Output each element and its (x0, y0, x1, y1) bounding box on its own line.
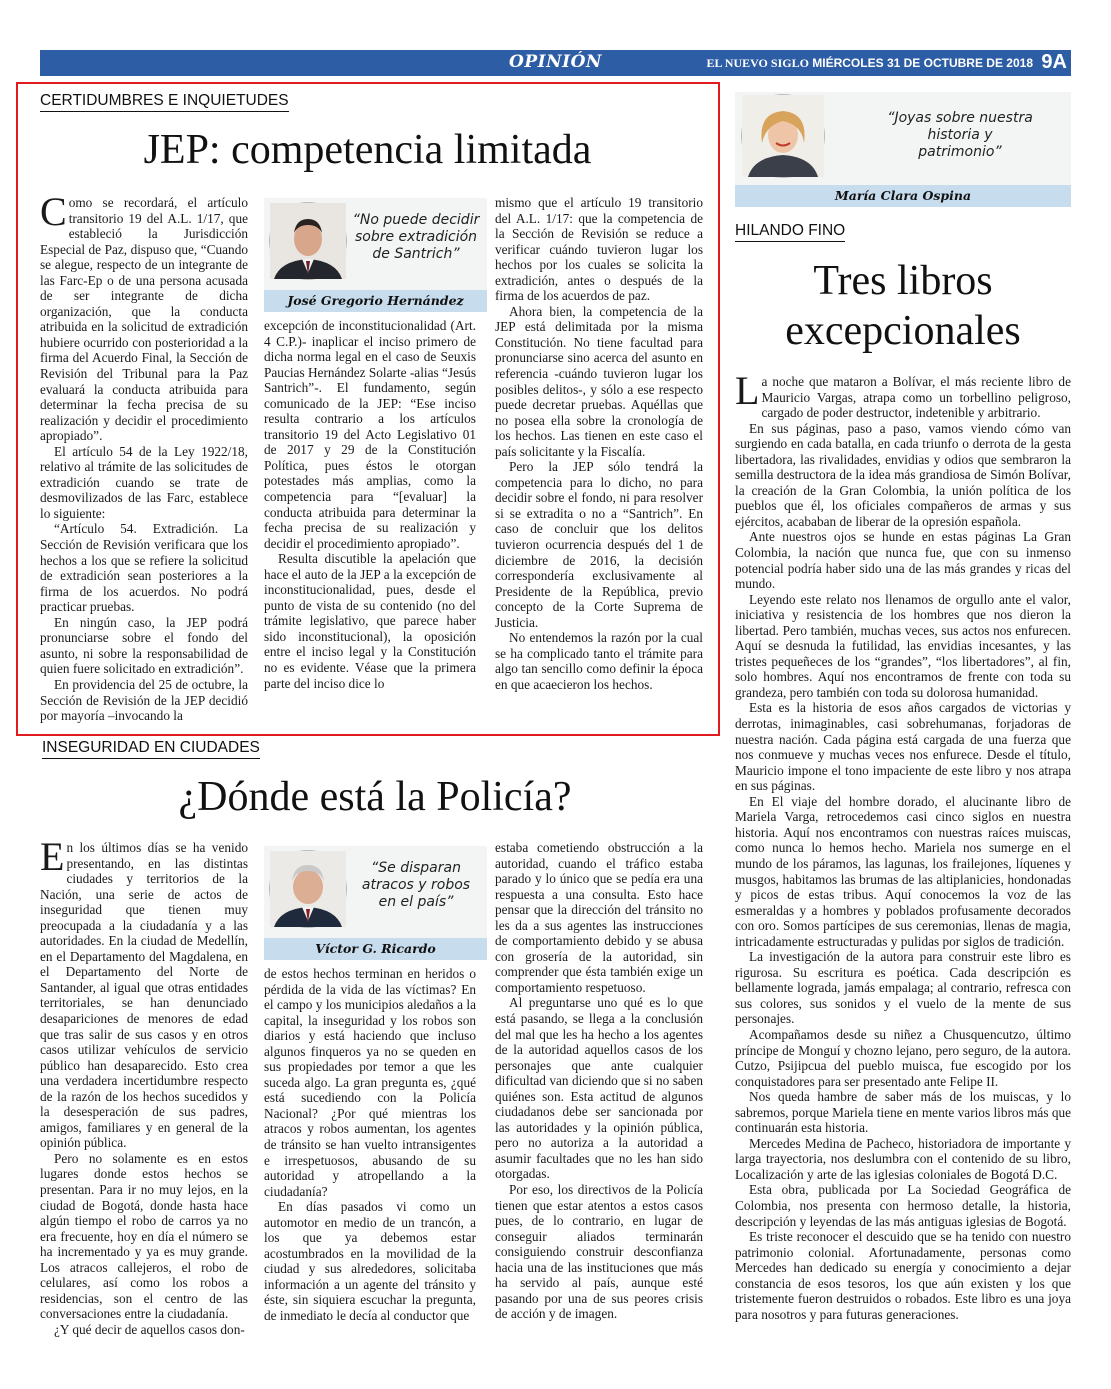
paragraph: Esta obra, publicada por La Sociedad Geográfica de Colombia, nos presenta con hermoso detalle, la historia, descripción y leyendas de las más antiguas iglesias de Bogotá. (735, 1182, 1071, 1229)
author-photo (269, 850, 347, 928)
paragraph: En sus páginas, paso a paso, vamos viendo cómo van surgiendo en cada batalla, en cada triunfo o derrota de la gesta libertadora, las rivalidades, envidias y odios que sembraron la semilla destructora de la idea más grandiosa de Simón Bolívar, la creación de la Gran Colombia, la unión política de los pueblos que él, los oficiales compañeros de armas y sus ejércitos, acababan de liberar de la opresión española. (735, 420, 1071, 529)
paragraph: a noche que mataron a Bolívar, el más reciente libro de Mauricio Vargas, atrapa como un torbellino peligroso, cargado de poder destructor, indetenible y arbitrario. (761, 374, 1071, 421)
paragraph: Esta es la historia de esos años cargados de victorias y derrotas, inimaginables, casi sobrehumanas, forjadoras de nuestra nación. Cada página está cargada de una fuerza que nos conmueve y muchas veces nos enfurece. Desde el título, Mauricio impone el tono impaciente de este libro y nos atrapa en sus páginas. (735, 700, 1071, 794)
author-box (264, 198, 487, 312)
paragraph: ¿Y qué decir de aquellos casos don- (54, 1321, 245, 1337)
section-title: OPINIÓN (509, 52, 602, 72)
paragraph: Nos queda hambre de saber más de los muiscas, y lo sabremos, porque Mariela tiene en mente varios libros más que continuarán esta historia. (735, 1089, 1072, 1136)
article3-title (735, 256, 1071, 356)
dropcap: E (40, 834, 65, 879)
author-name: Víctor G. Ricardo (264, 938, 487, 960)
dropcap: C (40, 189, 67, 234)
paragraph: estaba cometiendo obstrucción a la autoridad, cuando el tráfico estaba parado y lo único que se pedía era una respuesta a una consulta. Esto hace pensar que la dirección del tránsito no les da a sus agentes las instrucciones de comportamiento debido y se abusa con grosería de la autoridad, sin comprender que ésta también exige un comportamiento respetuoso. (495, 840, 703, 995)
paragraph: La investigación de la autora para construir este libro es rigurosa. Su escritura es poética. Cada descripción es bellamente lograda, jamás empalaga; al contrario, refresca con sus colores, sus sonidos y el vuelo de la mente de sus personajes. (735, 949, 1071, 1027)
pull-quote: “Se disparan atracos y robos en el país” (361, 860, 471, 910)
pull-quote: “Joyas sobre nuestra historia y patrimonio” (887, 110, 1033, 160)
paragraph: Es triste reconocer el descuido que se ha tenido con nuestro patrimonio colonial. Afortunadamente, personas como Mercedes han dedicado su energía y conocimiento a dejar constancia de esos tesoros, los que aún existen y los que tristemente fueron destruidos o robados. Este libro es una joya para nosotros y para futuras generaciones. (735, 1229, 1071, 1322)
paragraph: mismo que el artículo 19 transitorio del A.L. 1/17: que la competencia de la Sección de Revisión se reduce a verificar cuándo tuvieron lugar los hechos por los cuales se solicita la extradición, antes o después de la firma de los acuerdos de paz. (495, 195, 703, 304)
paragraph: Pero la JEP sólo tendrá la competencia para lo dicho, no para decidir sobre el fondo, ni para resolver si se extradita o no a “Santrich”. En caso de concluir que los delitos tuvieron ocurrencia después del 1 de diciembre de 2016, la decisión correspondería exclusivamente al Presidente de la República, previo concepto de la Corte Suprema de Justicia. (495, 459, 703, 630)
paragraph: omo se recordará, el artículo transitorio 19 del A.L. 1/17, que estableció la Jurisdicción Especial de Paz, dispuso que, “Cuando se alegue, respecto de un integrante de las Farc-Ep o de una persona acusada de ser integrante de dicha organización, que la conducta atribuida en la solicitud de extradición hubiere ocurrido con posterioridad a la firma del Acuerdo Final, la Sección de Revisión del Tribunal para la Paz evaluará la conducta atribuida para determinar la fecha precisa de su realización y decidir el procedimiento apropiado”. (40, 195, 248, 444)
article2-title: ¿Dónde está la Policía? (178, 774, 572, 820)
article3-title-line-1: Tres libros (813, 258, 993, 304)
paragraph: excepción de inconstitucionalidad (Art. 4 C.P.)- inaplicar el inciso primero de dicha norma legal en el caso de Seuxis Paucias Hernández Solarte -alias “Jesús Santrich”-. El fundamento, según comunicado de la JEP: “Ese inciso resulta contrario a los artículos transitorio 19 del Acto Legislativo 01 de 2017 y 29 de la Constitución Política, pues éstos le otorgan potestades más amplias, como la competencia para “[evaluar] la conducta atribuida para determinar la fecha precisa de su realización y decidir el procedimiento apropiado”. (264, 318, 476, 551)
paragraph: Ahora bien, la competencia de la JEP está delimitada por la misma Constitución. No tiene facultad para pronunciarse sino acerca del asunto en referencia -cuándo tuvieron lugar los posibles delitos-, y sólo a ese respecto puede decretar pruebas. Aquéllas que no posea ella sobre la cronología de los hechos. Las tienen en este caso el país solicitante y la Fiscalía. (495, 303, 703, 459)
dropcap: L (735, 368, 760, 413)
article2-column-1 (40, 834, 248, 1338)
pull-quote: “No puede decidir sobre extradición de Santrich” (352, 212, 480, 262)
article2-column-2 (264, 966, 476, 1338)
paragraph: En providencia del 25 de octubre, la Sección de Revisión de la JEP decidió por mayoría –invocando la (40, 676, 248, 724)
publication-date: MIÉRCOLES 31 DE OCTUBRE DE 2018 (812, 56, 1033, 70)
masthead (706, 56, 1033, 71)
publication-name: EL NUEVO SIGLO (706, 56, 809, 70)
author-name: José Gregorio Hernández (264, 290, 487, 312)
author-name: María Clara Ospina (735, 185, 1071, 207)
section-header-bar (40, 50, 1071, 76)
article2-kicker: INSEGURIDAD EN CIUDADES (42, 739, 260, 759)
paragraph: “Artículo 54. Extradición. La Sección de Revisión verificara que los hechos a los que se refiere la solicitud de extradición sean posteriores a la firma de los acuerdos. No podrá practicar pruebas. (40, 521, 248, 615)
paragraph: Resulta discutible la apelación que hace el auto de la JEP a la excepción de inconstitucionalidad, pues, desde el punto de vista de su contenido (no del trámite legislativo, que parece haber sido inconstitucional), la oposición entre el inciso legal y la Constitución no es evidente. Véase que la primera parte del inciso dice lo (264, 551, 476, 691)
author-photo (269, 202, 347, 280)
paragraph: Ante nuestros ojos se hunde en estas páginas La Gran Colombia, la nación que nunca fue, que con su inmenso potencial podría haber sido una de las más grandes y ricas del mundo. (735, 529, 1071, 592)
author-box (735, 92, 1071, 207)
paragraph: Leyendo este relato nos llenamos de orgullo ante el valor, iniciativa y resistencia de los hombres que nos dieron la libertad. Pero también, muchas veces, sus actos nos enfurecen. Aquí se desnuda la futilidad, las envidias incesantes, y las tristes pequeñeces de los “grandes”, “los libertadores”, al fin, solo hombres. Aquí nos encontramos de frente con toda su grandeza, pero también con toda su dolorosa humanidad. (735, 591, 1071, 700)
article3-body (735, 368, 1072, 1339)
paragraph: En ningún caso, la JEP podrá pronunciarse sobre el fondo del asunto, ni sobre la responsabilidad de quien fuere solicitado en extradición”. (40, 614, 248, 677)
paragraph: En días pasados vi como un automotor en medio de un trancón, a los que ya debemos estar acostumbrados en la movilidad de la ciudad y sus alrededores, solicitaba información a un agente del tránsito y éste, sin siquiera escuchar la pregunta, de inmediato le decía al conductor que (264, 1199, 476, 1324)
paragraph: No entendemos la razón por la cual se ha complicado tanto el trámite para algo tan sencillo como definir la época en que acaecieron los hechos. (495, 630, 703, 692)
paragraph: En El viaje del hombre dorado, el alucinante libro de Mariela Varga, retrocedemos casi cinco siglos en nuestra historia. Aquí nos encontramos con nuestras raíces muiscas, como nunca lo hemos hecho. Mariela nos sumerge en el mundo de los páramos, las lagunas, los frailejones, líquenes y musgos, habitamos las brumas de las altiplanicies, hondonadas y picos de estas tribus. Aquí conocemos la voz de las esmeraldas y a hombres y poblados profusamente decorados con oro. Somos partícipes de sus ceremonias, llenas de magia, intricadamente estructuradas y pulidas por siglos de tradición. (735, 793, 1071, 949)
article3-kicker: HILANDO FINO (735, 222, 845, 242)
paragraph: n los últimos días se ha venido presentando, en las distintas ciudades y territorios de la Nación, una serie de actos de inseguridad que tienen muy preocupada a la ciudadanía y a las autoridades. En la ciudad de Medellín, en el Departamento del Magdalena, en el Departamento del Norte de Santander, al igual que otras entidades territoriales, se han denunciado desapariciones de menores de edad que tras salir de sus casos y en otros casos utilizar vehículos de servicio público han desaparecido. Esto crea una verdadera incertidumbre respecto de la razón de los hechos sucedidos y la desesperación de sus padres, amigos, familiares y en general de la opinión pública. (40, 840, 248, 1151)
author-box (264, 846, 487, 960)
author-photo (741, 94, 825, 178)
paragraph: Acompañamos desde su niñez a Chusquencutzo, último príncipe de Monguí y chozno lejano, pero seguro, de la autora. Cutzo, Psijipcua del pueblo muisca, fue escogido por los conquistadores para ser presentado ante Felipe II. (735, 1026, 1071, 1089)
page-number: 9A (1041, 51, 1067, 73)
paragraph: Al preguntarse uno qué es lo que está pasando, se llega a la conclusión del mal que les ha hecho a los agentes de la autoridad aquellos casos de los personajes que ante cualquier dificultad van diciendo que si no saben quiénes son. Esta actitud de algunos ciudadanos debe ser sancionada por las autoridades y la opinión pública, pero no autoriza a la autoridad a asumir facultades que no les han sido otorgadas. (495, 995, 703, 1182)
paragraph: El artículo 54 de la Ley 1922/18, relativo al trámite de las solicitudes de extradición cuando se trate de desmovilizados de las Farc, establece lo siguiente: (40, 443, 248, 521)
article1-title: JEP: competencia limitada (143, 127, 592, 173)
article1-column-1 (40, 189, 248, 724)
article1-column-3 (495, 195, 703, 710)
paragraph: Pero no solamente es en estos lugares donde estos hechos se presentan. Para ir no muy lejos, en la ciudad de Bogotá, donde hasta hace algún tiempo el robo de carros ya no era frecuente, hoy en día el número se ha incrementado y ya es muy grande. Los atracos callejeros, el robo de celulares, así como los robos a residencias, son el centro de las conversaciones entre la ciudadanía. (40, 1150, 248, 1322)
article3-title-line-2: excepcionales (785, 308, 1021, 354)
article2-column-3 (495, 840, 703, 1338)
article1-column-2 (264, 318, 476, 710)
paragraph: de estos hechos terminan en heridos o pérdida de la vida de las víctimas? En el campo y los municipios aledaños a la capital, la inseguridad y los robos son diarios y está haciendo que incluso algunos finqueros ya no se queden en sus propiedades por temor a que les suceda algo. La gran pregunta es, ¿qué está sucediendo con la Policía Nacional? ¿Por qué mientras los atracos y robos aumentan, los agentes de tránsito se han vuelto intransigentes e irrespetuosos, abusando de su autoridad y atropellando a la ciudadanía? (264, 966, 476, 1199)
paragraph: Mercedes Medina de Pacheco, historiadora de importante y larga trayectoria, nos deslumbra con el contenido de su libro, Localización y arte de las iglesias coloniales de Bogotá D.C. (735, 1135, 1071, 1182)
article1-kicker: CERTIDUMBRES E INQUIETUDES (40, 92, 289, 112)
paragraph: Por eso, los directivos de la Policía tienen que estar atentos a estos casos pues, de lo contrario, en lugar de conseguir aliados terminarán consiguiendo construir desconfianza hacia una de las instituciones que más ha servido al país, aunque esté pasando por una de sus peores crisis de acción y de imagen. (495, 1182, 703, 1322)
